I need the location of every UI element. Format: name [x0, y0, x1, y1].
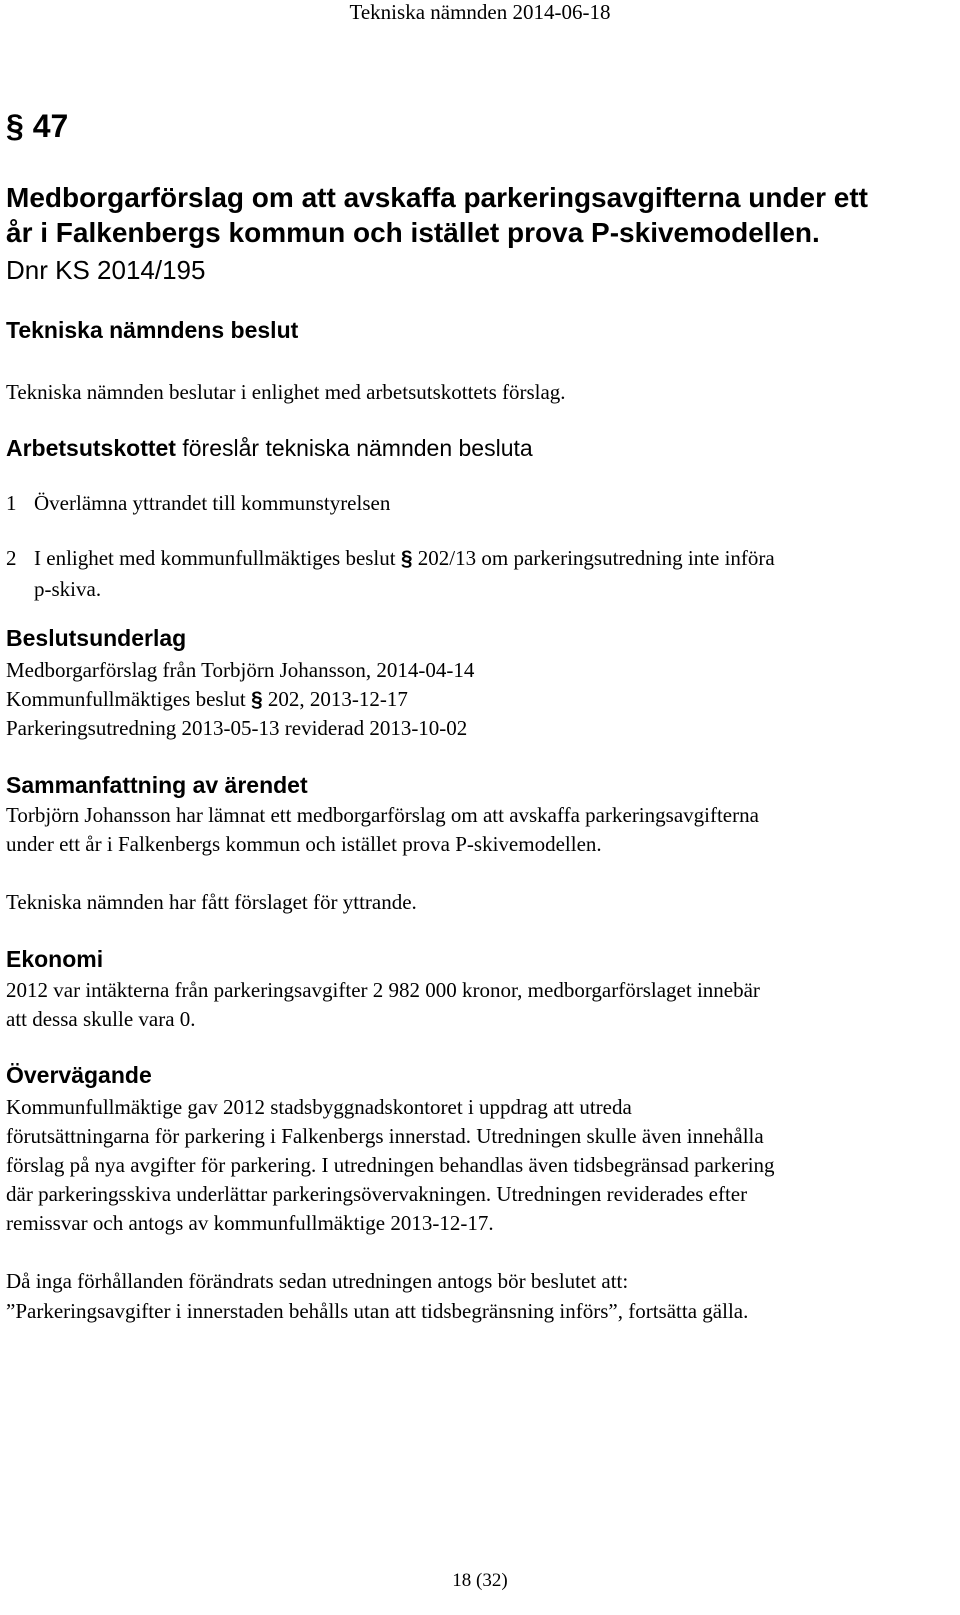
page-header: Tekniska nämnden 2014-06-18: [349, 0, 611, 24]
page-number: 18 (32): [452, 1570, 508, 1591]
consideration-line-5: remissvar och antogs av kommunfullmäktige 2013-12-17.: [6, 1211, 494, 1235]
consideration-line-1: Kommunfullmäktige gav 2012 stadsbyggnadskontoret i uppdrag att utreda: [6, 1095, 632, 1119]
economy-heading: Ekonomi: [6, 946, 104, 972]
proposal-item-1: [6, 489, 391, 518]
consideration-line-7: ”Parkeringsavgifter i innerstaden behålls utan att tidsbegränsning införs”, fortsätta gälla.: [6, 1299, 749, 1323]
summary-heading: Sammanfattning av ärendet: [6, 772, 308, 798]
consideration-line-4: där parkeringsskiva underlättar parkeringsövervakningen. Utredningen reviderades efter: [6, 1182, 748, 1206]
consideration-line-6: Då inga förhållanden förändrats sedan utredningen antogs bör beslutet att:: [6, 1269, 629, 1293]
proposal-item-1-text: Överlämna yttrandet till kommunstyrelsen: [34, 491, 391, 515]
economy-line-2: att dessa skulle vara 0.: [6, 1007, 196, 1031]
proposal-item-2: [6, 544, 775, 573]
section-number: [6, 108, 68, 145]
summary-line-3: Tekniska nämnden har fått förslaget för yttrande.: [6, 890, 417, 914]
economy-line-1: 2012 var intäkterna från parkeringsavgifter 2 982 000 kronor, medborgarförslaget innebär: [6, 978, 760, 1002]
proposal-item-2-text-a: I enlighet med kommunfullmäktiges beslut: [34, 546, 401, 570]
case-title-line-2: år i Falkenbergs kommun och istället prova P-skivemodellen.: [6, 217, 820, 248]
summary-line-2: under ett år i Falkenbergs kommun och istället prova P-skivemodellen.: [6, 832, 602, 856]
basis-line-1: Medborgarförslag från Torbjörn Johansson, 2014-04-14: [6, 658, 475, 682]
proposal-item-2-number: 2: [6, 546, 17, 570]
proposal-heading-rest: föreslår tekniska nämnden besluta: [175, 435, 533, 461]
section-number-value: 47: [32, 108, 69, 144]
basis-line-2: [6, 685, 408, 714]
proposal-heading: [6, 435, 533, 462]
basis-heading: Beslutsunderlag: [6, 625, 187, 651]
section-sign: §: [400, 547, 413, 570]
section-sign: §: [250, 688, 263, 711]
decision-heading: Tekniska nämndens beslut: [6, 317, 299, 343]
proposal-item-2-continuation: p-skiva.: [34, 577, 102, 601]
proposal-item-2-text: [34, 544, 775, 573]
proposal-item-2-text-b: 202/13 om parkeringsutredning inte införa: [412, 546, 775, 570]
summary-line-1: Torbjörn Johansson har lämnat ett medborgarförslag om att avskaffa parkeringsavgifterna: [6, 803, 759, 827]
basis-line-2-text-b: 202, 2013-12-17: [262, 687, 408, 711]
consideration-line-2: förutsättningarna för parkering i Falkenbergs innerstad. Utredningen skulle även innehålla: [6, 1124, 764, 1148]
consideration-heading: Övervägande: [6, 1062, 152, 1088]
consideration-line-3: förslag på nya avgifter för parkering. I utredningen behandlas även tidsbegränsad parkering: [6, 1153, 775, 1177]
case-title: [6, 180, 946, 250]
proposal-item-1-number: 1: [6, 491, 17, 515]
case-number: Dnr KS 2014/195: [6, 255, 206, 285]
section-sign: §: [6, 108, 24, 144]
basis-line-3: Parkeringsutredning 2013-05-13 reviderad 2013-10-02: [6, 716, 468, 740]
basis-line-2-text-a: Kommunfullmäktiges beslut: [6, 687, 251, 711]
case-title-line-1: Medborgarförslag om att avskaffa parkeringsavgifterna under ett: [6, 182, 868, 213]
decision-text: Tekniska nämnden beslutar i enlighet med arbetsutskottets förslag.: [6, 380, 566, 404]
proposal-heading-bold: Arbetsutskottet: [6, 435, 176, 461]
